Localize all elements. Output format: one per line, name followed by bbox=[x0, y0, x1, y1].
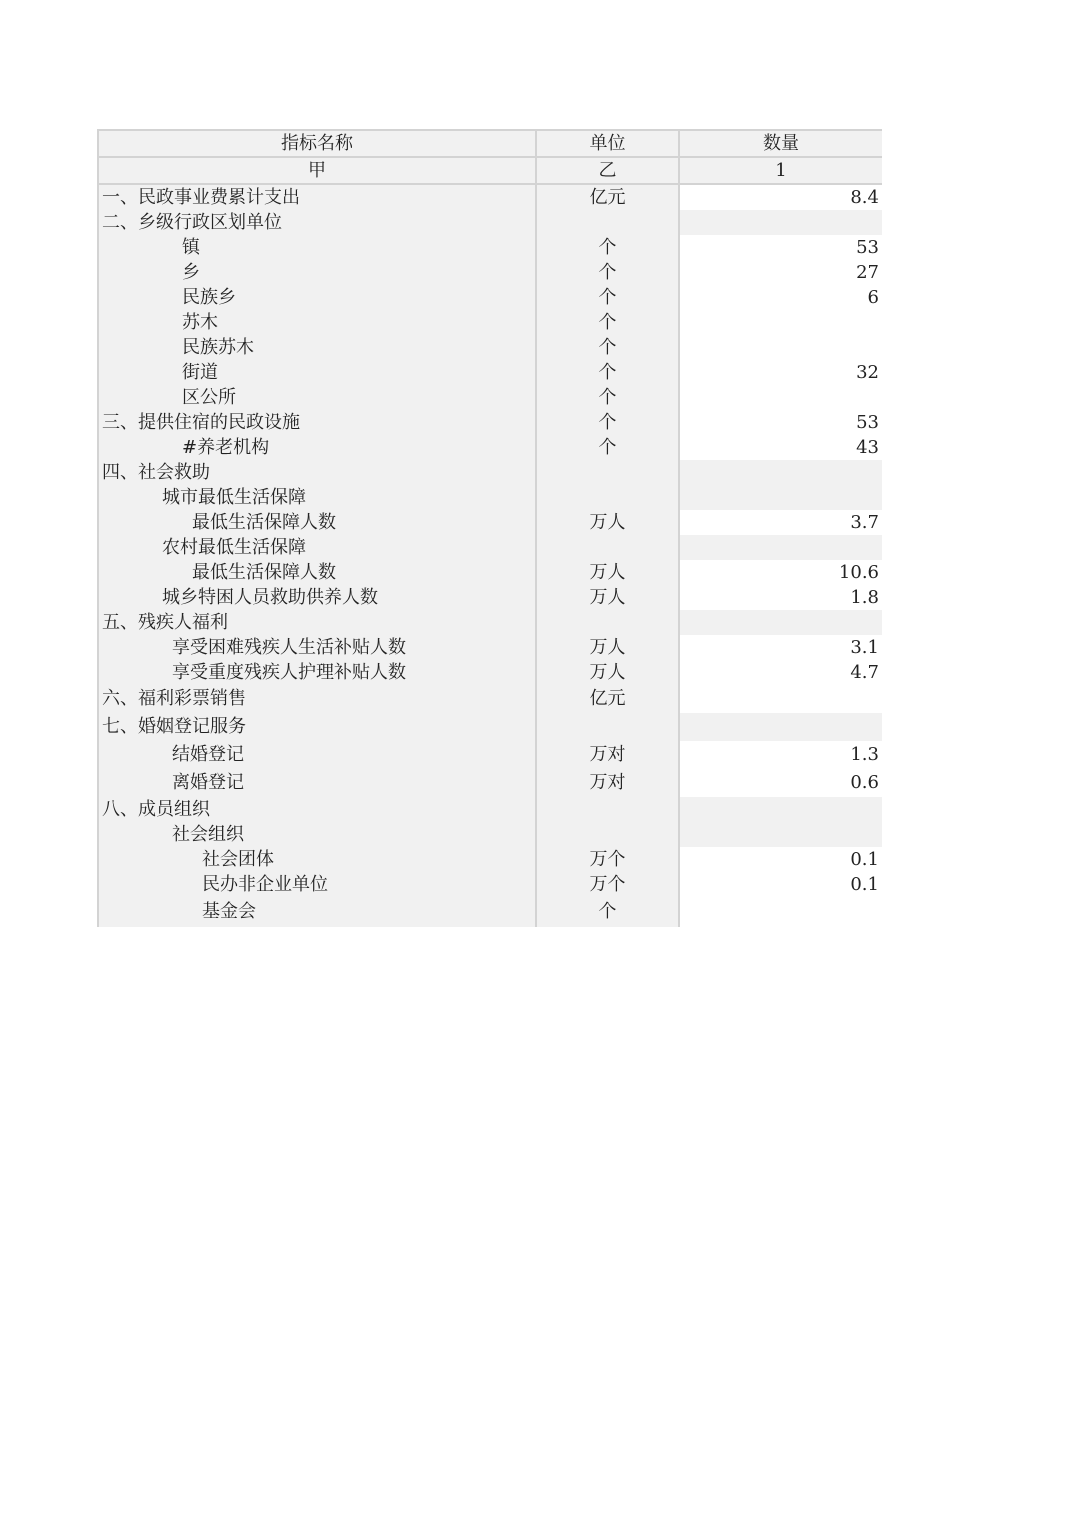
row-name: 六、福利彩票销售 bbox=[98, 685, 536, 713]
row-name: 享受重度残疾人护理补贴人数 bbox=[98, 660, 536, 685]
row-name: 一、民政事业费累计支出 bbox=[98, 184, 536, 210]
row-unit bbox=[536, 535, 679, 560]
table-row bbox=[98, 285, 882, 310]
row-value: 6 bbox=[679, 285, 882, 310]
row-name: 七、婚姻登记服务 bbox=[98, 713, 536, 741]
row-name: #养老机构 bbox=[98, 435, 536, 460]
table-row bbox=[98, 260, 882, 285]
row-name: 五、残疾人福利 bbox=[98, 610, 536, 635]
table-row bbox=[98, 713, 882, 741]
table-row bbox=[98, 610, 882, 635]
row-name: 城市最低生活保障 bbox=[98, 485, 536, 510]
row-unit: 个 bbox=[536, 335, 679, 360]
row-unit: 个 bbox=[536, 285, 679, 310]
header-unit: 单位 bbox=[536, 130, 679, 157]
row-value: 1.8 bbox=[679, 585, 882, 610]
subheader-value: 1 bbox=[679, 157, 882, 184]
row-unit: 万人 bbox=[536, 585, 679, 610]
table-row bbox=[98, 635, 882, 660]
row-name: 离婚登记 bbox=[98, 769, 536, 797]
subheader-unit: 乙 bbox=[536, 157, 679, 184]
row-value: 53 bbox=[679, 235, 882, 260]
row-name: 最低生活保障人数 bbox=[98, 560, 536, 585]
row-unit bbox=[536, 610, 679, 635]
row-value bbox=[679, 535, 882, 560]
table-row bbox=[98, 410, 882, 435]
row-unit bbox=[536, 822, 679, 847]
row-name: 社会组织 bbox=[98, 822, 536, 847]
row-unit: 万人 bbox=[536, 560, 679, 585]
row-name: 区公所 bbox=[98, 385, 536, 410]
statistics-sheet bbox=[97, 129, 881, 927]
row-value: 27 bbox=[679, 260, 882, 285]
row-unit: 个 bbox=[536, 260, 679, 285]
row-name: 乡 bbox=[98, 260, 536, 285]
row-unit: 亿元 bbox=[536, 685, 679, 713]
row-value: 0.1 bbox=[679, 872, 882, 897]
row-name: 农村最低生活保障 bbox=[98, 535, 536, 560]
row-name: 最低生活保障人数 bbox=[98, 510, 536, 535]
row-name: 民族苏木 bbox=[98, 335, 536, 360]
table-row bbox=[98, 360, 882, 385]
row-name: 街道 bbox=[98, 360, 536, 385]
row-value bbox=[679, 797, 882, 822]
row-value: 4.7 bbox=[679, 660, 882, 685]
row-unit: 万人 bbox=[536, 635, 679, 660]
table-row bbox=[98, 385, 882, 410]
row-unit bbox=[536, 485, 679, 510]
subheader-name: 甲 bbox=[98, 157, 536, 184]
table-row bbox=[98, 335, 882, 360]
table-row bbox=[98, 797, 882, 822]
row-value: 53 bbox=[679, 410, 882, 435]
row-value: 1.3 bbox=[679, 741, 882, 769]
table-row bbox=[98, 769, 882, 797]
row-unit: 个 bbox=[536, 310, 679, 335]
row-value: 32 bbox=[679, 360, 882, 385]
header-value: 数量 bbox=[679, 130, 882, 157]
row-name: 镇 bbox=[98, 235, 536, 260]
table-row bbox=[98, 184, 882, 210]
row-name: 享受困难残疾人生活补贴人数 bbox=[98, 635, 536, 660]
table-row bbox=[98, 560, 882, 585]
row-value bbox=[679, 822, 882, 847]
row-unit bbox=[536, 210, 679, 235]
row-unit bbox=[536, 713, 679, 741]
row-name: 苏木 bbox=[98, 310, 536, 335]
row-value bbox=[679, 485, 882, 510]
row-value bbox=[679, 460, 882, 485]
row-value: 3.1 bbox=[679, 635, 882, 660]
row-value bbox=[679, 713, 882, 741]
table-row bbox=[98, 210, 882, 235]
row-unit: 个 bbox=[536, 435, 679, 460]
header-name: 指标名称 bbox=[98, 130, 536, 157]
row-value: 10.6 bbox=[679, 560, 882, 585]
table-row bbox=[98, 897, 882, 927]
table-row bbox=[98, 872, 882, 897]
table-row bbox=[98, 435, 882, 460]
row-value bbox=[679, 610, 882, 635]
row-value bbox=[679, 897, 882, 927]
row-name: 四、社会救助 bbox=[98, 460, 536, 485]
row-unit: 万人 bbox=[536, 660, 679, 685]
table-row bbox=[98, 460, 882, 485]
row-name: 结婚登记 bbox=[98, 741, 536, 769]
table-row bbox=[98, 235, 882, 260]
row-unit: 万个 bbox=[536, 847, 679, 872]
row-value bbox=[679, 385, 882, 410]
row-name: 八、成员组织 bbox=[98, 797, 536, 822]
table-row bbox=[98, 585, 882, 610]
row-unit: 个 bbox=[536, 360, 679, 385]
table-row bbox=[98, 535, 882, 560]
row-unit: 万人 bbox=[536, 510, 679, 535]
row-name: 城乡特困人员救助供养人数 bbox=[98, 585, 536, 610]
row-value bbox=[679, 335, 882, 360]
row-unit: 万对 bbox=[536, 741, 679, 769]
row-value: 0.6 bbox=[679, 769, 882, 797]
row-value: 3.7 bbox=[679, 510, 882, 535]
table-row bbox=[98, 510, 882, 535]
row-name: 三、提供住宿的民政设施 bbox=[98, 410, 536, 435]
row-value bbox=[679, 310, 882, 335]
civil-affairs-table bbox=[97, 129, 882, 927]
table-row bbox=[98, 741, 882, 769]
row-name: 民族乡 bbox=[98, 285, 536, 310]
row-name: 社会团体 bbox=[98, 847, 536, 872]
table-row bbox=[98, 685, 882, 713]
row-unit: 个 bbox=[536, 410, 679, 435]
row-unit bbox=[536, 797, 679, 822]
table-row bbox=[98, 485, 882, 510]
row-unit: 万对 bbox=[536, 769, 679, 797]
row-value bbox=[679, 685, 882, 713]
row-name: 基金会 bbox=[98, 897, 536, 927]
row-unit bbox=[536, 460, 679, 485]
row-value: 0.1 bbox=[679, 847, 882, 872]
table-row bbox=[98, 822, 882, 847]
row-unit: 个 bbox=[536, 897, 679, 927]
row-unit: 亿元 bbox=[536, 184, 679, 210]
row-unit: 万个 bbox=[536, 872, 679, 897]
table-row bbox=[98, 847, 882, 872]
subheader-row bbox=[98, 157, 882, 184]
row-unit: 个 bbox=[536, 385, 679, 410]
row-value: 8.4 bbox=[679, 184, 882, 210]
row-value bbox=[679, 210, 882, 235]
table-row bbox=[98, 660, 882, 685]
row-name: 民办非企业单位 bbox=[98, 872, 536, 897]
header-row bbox=[98, 130, 882, 157]
row-unit: 个 bbox=[536, 235, 679, 260]
table-row bbox=[98, 310, 882, 335]
row-value: 43 bbox=[679, 435, 882, 460]
row-name: 二、乡级行政区划单位 bbox=[98, 210, 536, 235]
